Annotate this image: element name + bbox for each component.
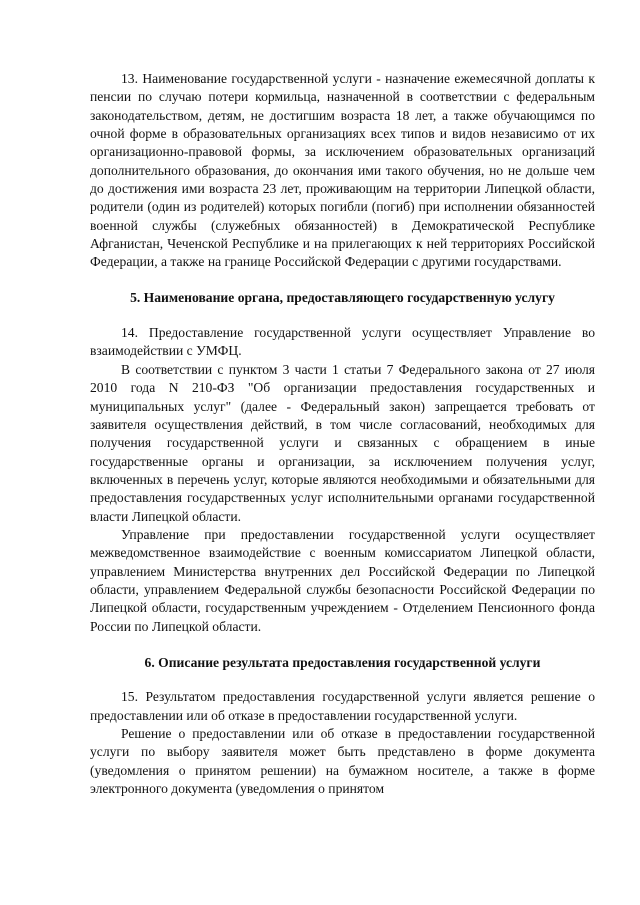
section-heading-5: 5. Наименование органа, предоставляющего государственную услугу: [130, 289, 555, 305]
document-body: [90, 70, 595, 798]
paragraph-15: 15. Результатом предоставления государственной услуги является решение о предоставлении или об отказе в предоставлении государственной услуги.: [90, 689, 595, 723]
section-heading-6: 6. Описание результата предоставления государственной услуги: [144, 654, 541, 670]
paragraph-13: 13. Наименование государственной услуги - назначение ежемесячной доплаты к пенсии по случаю потери кормильца, назначенной в соответствии с федеральным законодательством, детям, не достигшим возраста 18 лет, а также обучающимся по очной форме в образовательных организациях всех типов и видов независимо от их организационно-правовой формы, за исключением образовательных организаций дополнительного образования, до окончания ими такого обучения, но не дольше чем до достижения ими возраста 23 лет, проживающим на территории Липецкой области, родители (один из родителей) которых погибли (погиб) при исполнении обязанностей военной службы (служебных обязанностей) в Демократической Республике Афганистан, Чеченской Республике и на прилегающих к ней территориях Российской Федерации, а также на границе Российской Федерации с другими государствами.: [90, 71, 595, 270]
paragraph-14-federal-law: В соответствии с пунктом 3 части 1 статьи 7 Федерального закона от 27 июля 2010 года N 210-ФЗ "Об организации предоставления государственных и муниципальных услуг" (далее - Федеральный закон) запрещается требовать от заявителя осуществления действий, в том числе согласований, необходимых для получения государственной услуги и связанных с обращением в иные государственные органы и организации, за исключением получения услуг, включенных в перечень услуг, которые являются необходимыми и обязательными для предоставления государственных услуг исполнительными органами государственной власти Липецкой области.: [90, 361, 595, 524]
paragraph-14: 14. Предоставление государственной услуги осуществляет Управление во взаимодействии с УМФЦ.: [90, 325, 595, 359]
paragraph-15-decision: Решение о предоставлении или об отказе в предоставлении государственной услуги по выбору заявителя может быть представлено в форме документа (уведомления о принятом решении) на бумажном носителе, а также в форме электронного документа (уведомления о принятом: [90, 726, 595, 797]
paragraph-14-interaction: Управление при предоставлении государственной услуги осуществляет межведомственное взаимодействие с военным комиссариатом Липецкой области, управлением Министерства внутренних дел Российской Федерации по Липецкой области, управлением Федеральной службы безопасности Российской Федерации по Липецкой области, государственным учреждением - Отделением Пенсионного фонда России по Липецкой области.: [90, 526, 595, 634]
